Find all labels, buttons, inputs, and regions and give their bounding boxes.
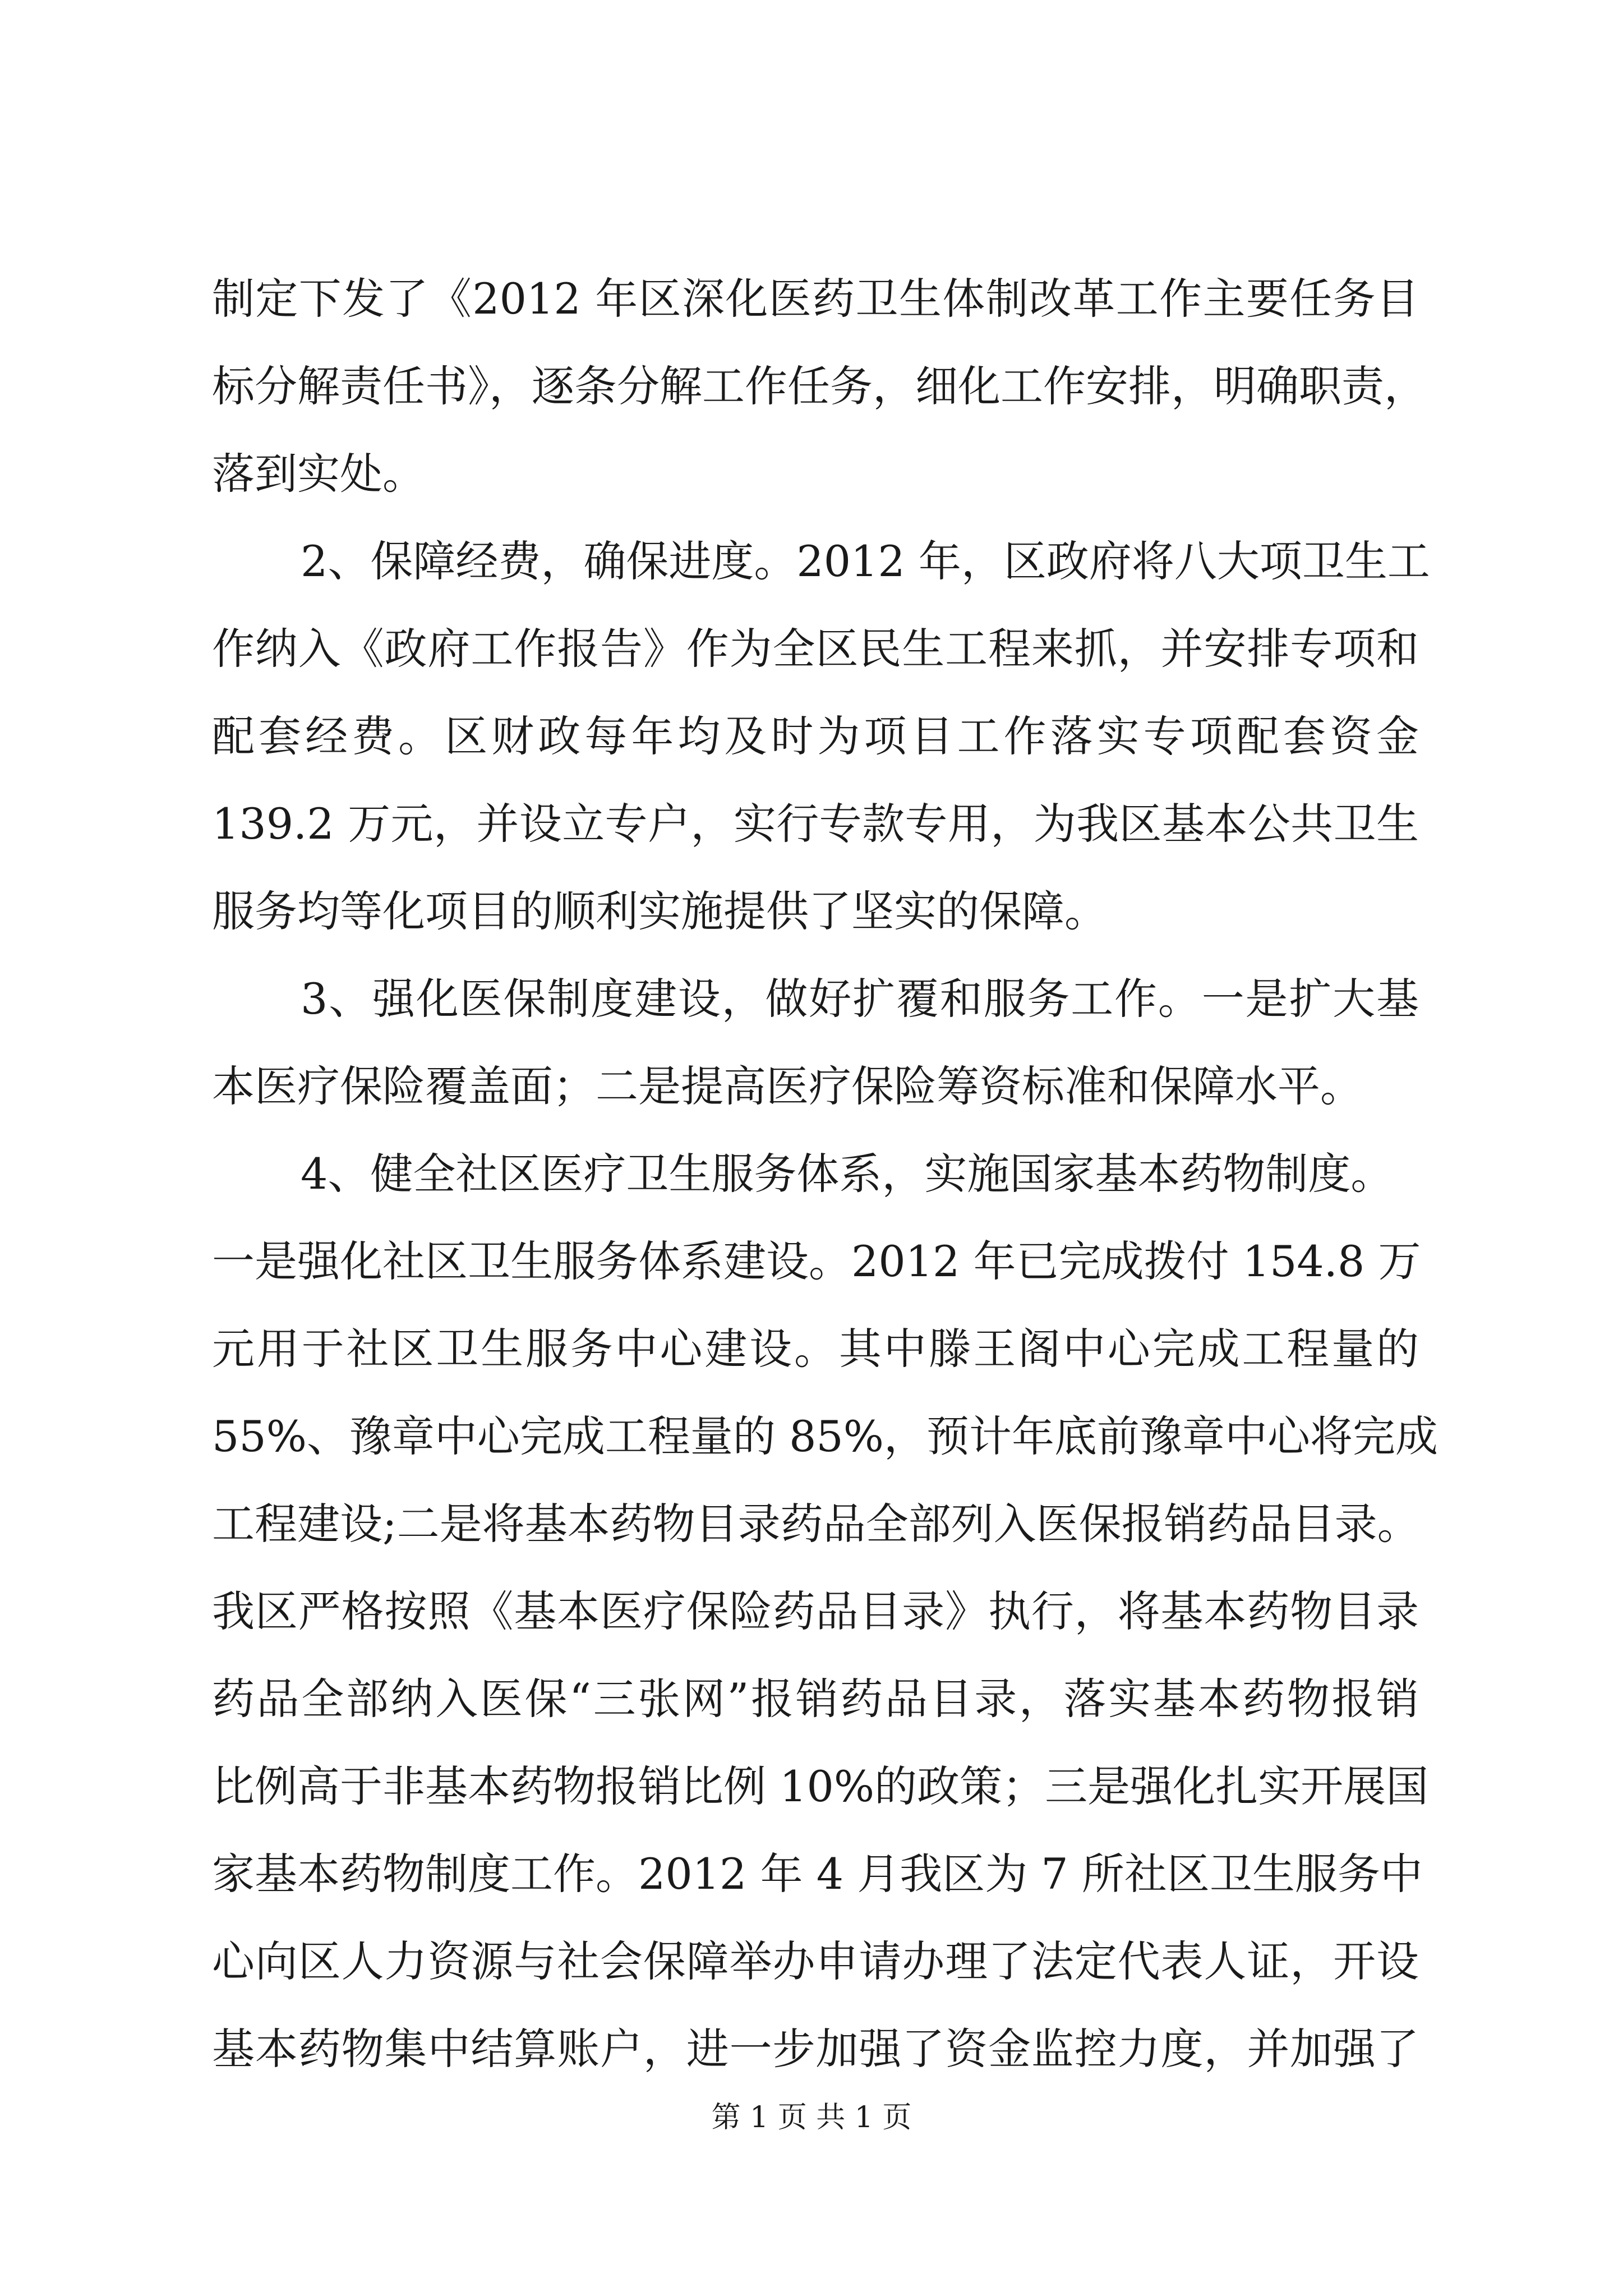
text-line: 工程建设;二是将基本药物目录药品全部列入医保报销药品目录。 [212, 1499, 1420, 1549]
text-line: 服务均等化项目的顺利实施提供了坚实的保障。 [212, 886, 1107, 936]
text-line: 家基本药物制度工作。2012 年 4 月我区为 7 所社区卫生服务中 [212, 1849, 1423, 1899]
text-line: 元用于社区卫生服务中心建设。其中滕王阁中心完成工程量的 [212, 1324, 1419, 1374]
text-line: 我区严格按照《基本医疗保险药品目录》执行，将基本药物目录 [212, 1586, 1419, 1636]
document-body [212, 255, 1438, 2093]
text-line: 落到实处。 [212, 449, 425, 499]
text-line: 作纳入《政府工作报告》作为全区民生工程来抓，并安排专项和 [212, 624, 1419, 674]
text-line: 配套经费。区财政每年均及时为项目工作落实专项配套资金 [212, 711, 1419, 761]
text-line: 4、健全社区医疗卫生服务体系，实施国家基本药物制度。 [301, 1149, 1394, 1199]
text-line: 55%、豫章中心完成工程量的 85%，预计年底前豫章中心将完成 [212, 1411, 1438, 1461]
text-line: 基本药物集中结算账户，进一步加强了资金监控力度，并加强了 [212, 2024, 1419, 2074]
text-line: 比例高于非基本药物报销比例 10%的政策；三是强化扎实开展国 [212, 1761, 1429, 1811]
text-line: 139.2 万元，并设立专户，实行专款专用，为我区基本公共卫生 [212, 799, 1419, 849]
text-line: 3、强化医保制度建设，做好扩覆和服务工作。一是扩大基 [301, 974, 1419, 1024]
text-line: 标分解责任书》，逐条分解工作任务，细化工作安排，明确职责， [212, 361, 1427, 411]
text-line: 本医疗保险覆盖面；二是提高医疗保险筹资标准和保障水平。 [212, 1061, 1363, 1111]
text-line: 心向区人力资源与社会保障举办申请办理了法定代表人证，开设 [212, 1936, 1419, 1986]
text-line: 一是强化社区卫生服务体系建设。2012 年已完成拨付 154.8 万 [212, 1236, 1421, 1286]
text-line: 药品全部纳入医保“三张网”报销药品目录，落实基本药物报销 [212, 1674, 1419, 1724]
text-line: 2、保障经费，确保进度。2012 年，区政府将八大项卫生工 [301, 536, 1430, 586]
page-footer: 第 1 页 共 1 页 [711, 2101, 912, 2134]
text-line: 制定下发了《2012 年区深化医药卫生体制改革工作主要任务目 [212, 274, 1419, 324]
